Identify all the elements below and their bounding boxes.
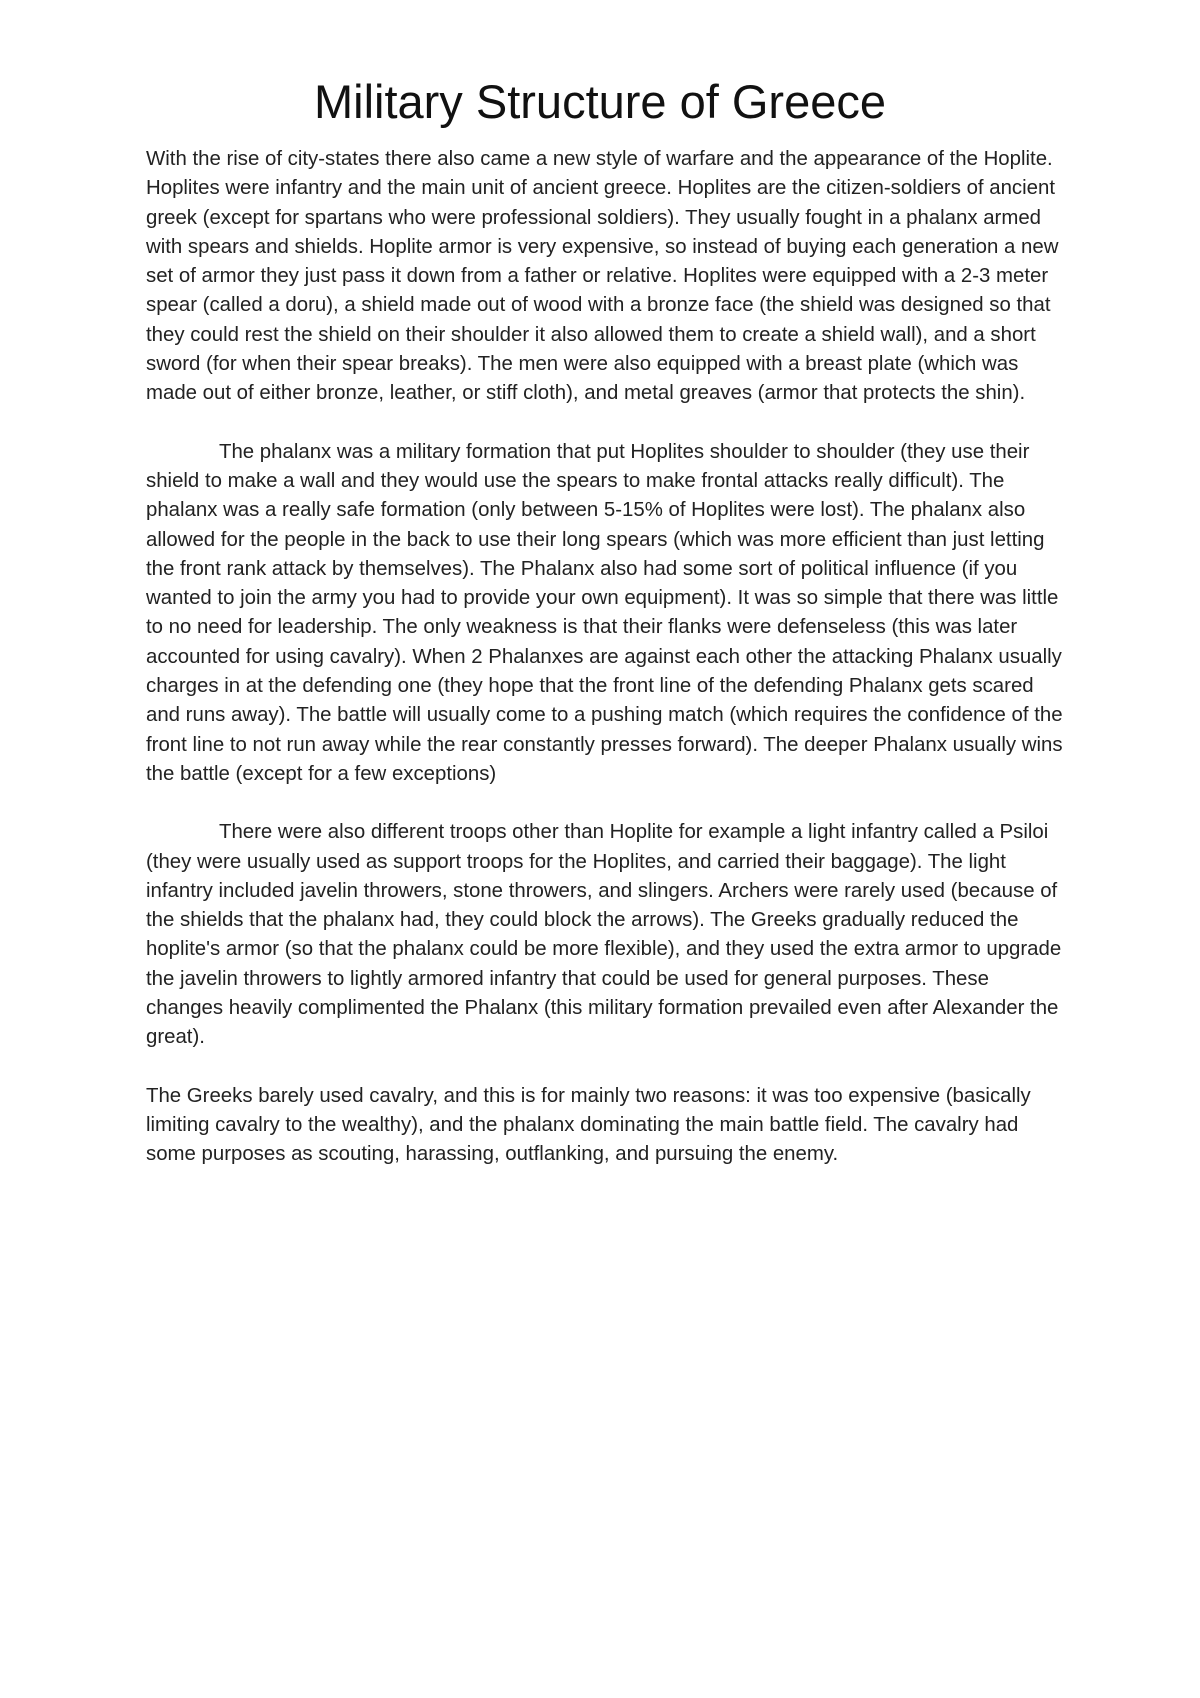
page-title: Military Structure of Greece xyxy=(313,75,886,128)
paragraph-cavalry: The Greeks barely used cavalry, and this is for mainly two reasons: it was too expensive (basically limiting cavalry to the wealthy), and the phalanx dominating the main battle field. The cavalry had some purposes as scouting, harassing, outflanking, and pursuing the enemy. xyxy=(146,1084,1031,1166)
paragraph-hoplites: With the rise of city-states there also came a new style of warfare and the appearance of the Hoplite. Hoplites were infantry and the main unit of ancient greece. Hoplites are the citizen-soldiers of ancient greek (except for spartans who were professional soldiers). They usually fought in a phalanx armed with spears and shields. Hoplite armor is very expensive, so instead of buying each generation a new set of armor they just pass it down from a father or relative. Hoplites were equipped with a 2-3 meter spear (called a doru), a shield made out of wood with a bronze face (the shield was designed so that they could rest the shield on their shoulder it also allowed them to create a shield wall), and a short sword (for when their spear breaks). The men were also equipped with a breast plate (which was made out of either bronze, leather, or stiff cloth), and metal greaves (armor that protects the shin). xyxy=(146,148,1059,405)
paragraph-other-troops: There were also different troops other than Hoplite for example a light infantry called a Psiloi (they were usually used as support troops for the Hoplites, and carried their baggage). The light infantry included javelin throwers, stone throwers, and slingers. Archers were rarely used (because of the shields that the phalanx had, they could block the arrows). The Greeks gradually reduced the hoplite's armor (so that the phalanx could be more flexible), and they used the extra armor to upgrade the javelin throwers to lightly armored infantry that could be used for general purposes. These changes heavily complimented the Phalanx (this military formation prevailed even after Alexander the great). xyxy=(146,821,1062,1049)
paragraph-phalanx: The phalanx was a military formation that put Hoplites shoulder to shoulder (they use their shield to make a wall and they would use the spears to make frontal attacks really difficult). The phalanx was a really safe formation (only between 5-15% of Hoplites were lost). The phalanx also allowed for the people in the back to use their long spears (which was more efficient than just letting the front rank attack by themselves). The Phalanx also had some sort of political influence (if you wanted to join the army you had to provide your own equipment). It was so simple that there was little to no need for leadership. The only weakness is that their flanks were defenseless (this was later accounted for using cavalry). When 2 Phalanxes are against each other the attacking Phalanx usually charges in at the defending one (they hope that the front line of the defending Phalanx gets scared and runs away). The battle will usually come to a pushing match (which requires the confidence of the front line to not run away while the rear constantly presses forward). The deeper Phalanx usually wins the battle (except for a few exceptions) xyxy=(146,440,1063,785)
document-body xyxy=(146,145,1066,1199)
